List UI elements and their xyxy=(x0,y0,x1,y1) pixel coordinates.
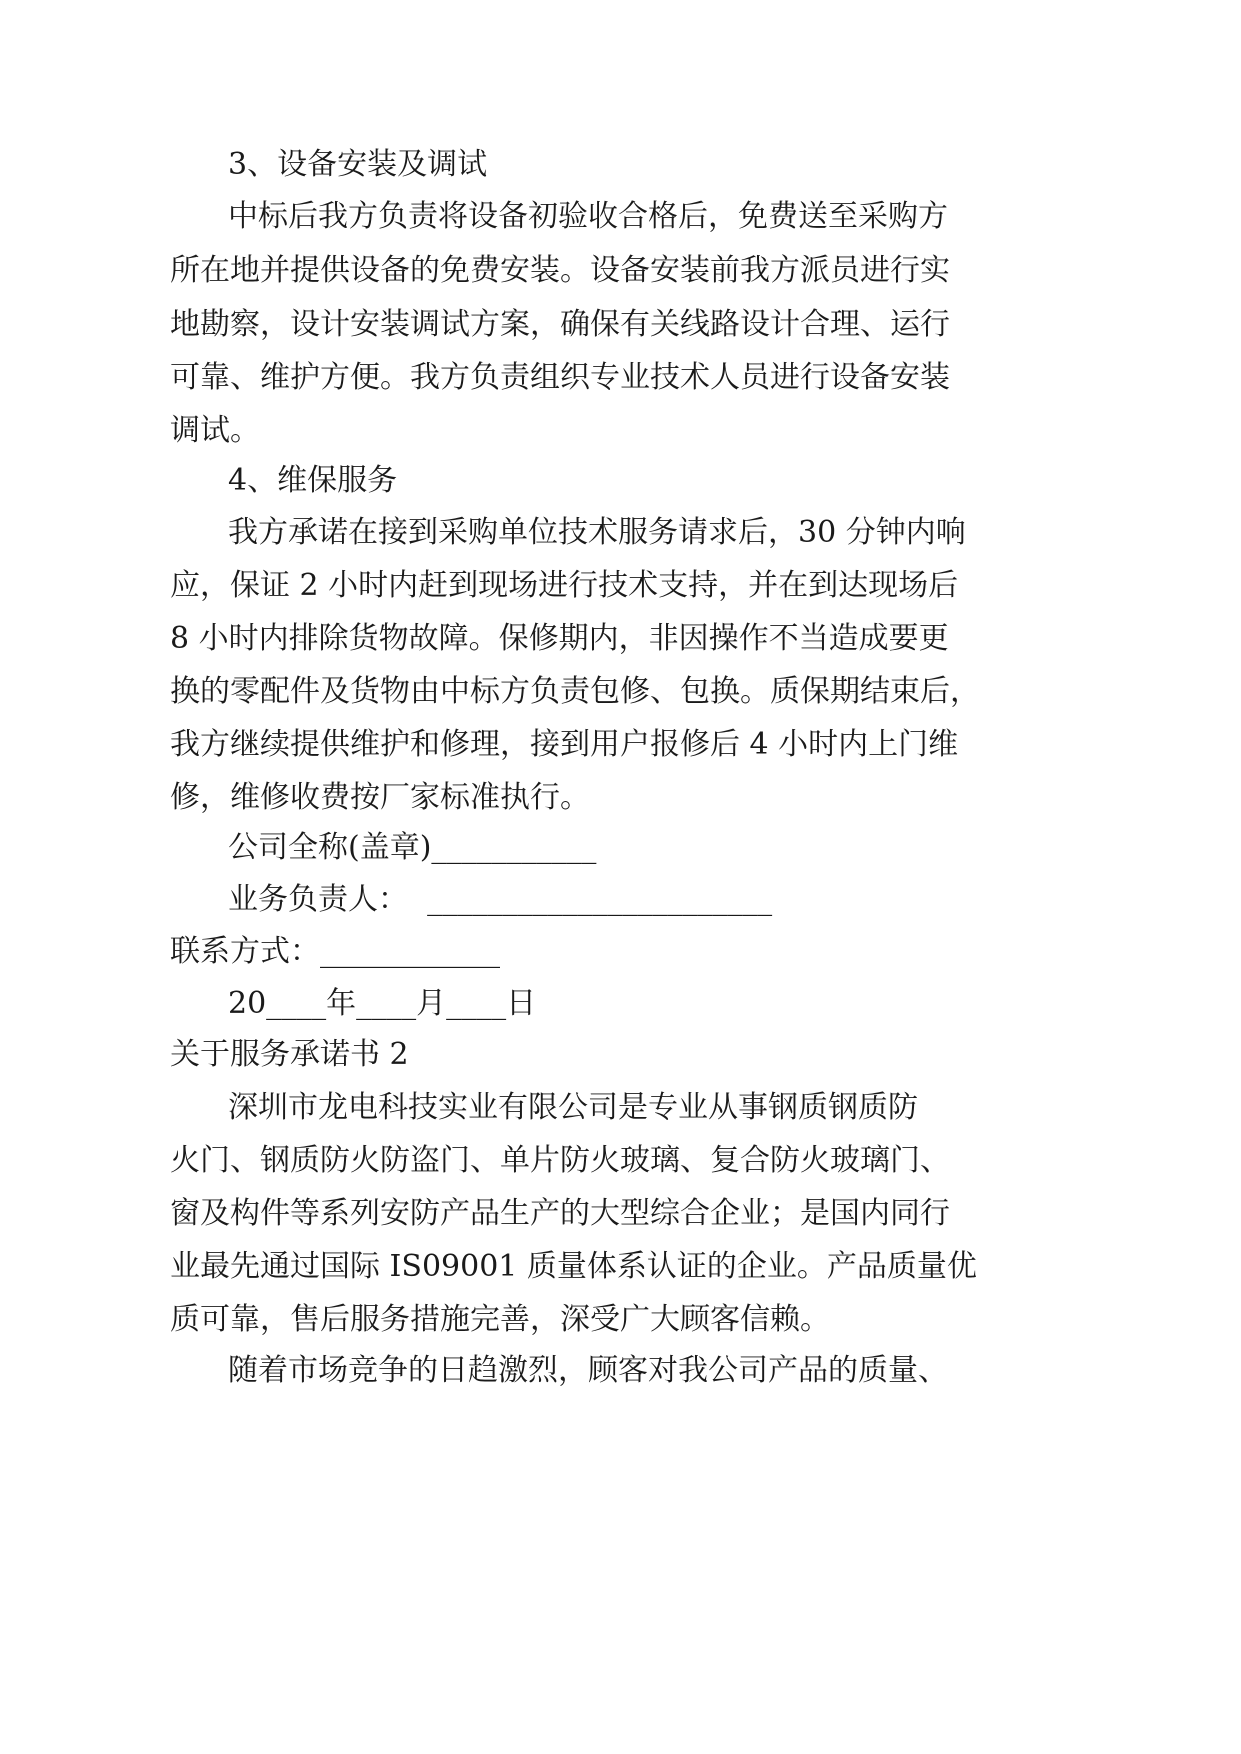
section-3-line-1: 中标后我方负责将设备初验收合格后，免费送至采购方 xyxy=(228,199,948,234)
company-name-field: 公司全称(盖章)___________ xyxy=(228,830,597,865)
document-2-paragraph-1-line-3: 窗及构件等系列安防产品生产的大型综合企业；是国内同行 xyxy=(170,1196,950,1231)
contact-field: 联系方式：____________ xyxy=(170,934,500,969)
document-2-paragraph-1-line-2: 火门、钢质防火防盗门、单片防火玻璃、复合防火玻璃门、 xyxy=(170,1143,950,1178)
section-4-heading: 4、维保服务 xyxy=(228,463,398,498)
section-4-line-3: 8 小时内排除货物故障。保修期内，非因操作不当造成要更 xyxy=(170,621,949,656)
section-4-line-2: 应，保证 2 小时内赶到现场进行技术支持，并在到达现场后 xyxy=(170,568,959,603)
document-2-paragraph-1-line-4: 业最先通过国际 IS09001 质量体系认证的企业。产品质量优 xyxy=(170,1249,977,1284)
document-2-title: 关于服务承诺书 2 xyxy=(170,1037,409,1072)
document-2-paragraph-1-line-5: 质可靠，售后服务措施完善，深受广大顾客信赖。 xyxy=(170,1302,830,1337)
section-3-line-4: 可靠、维护方便。我方负责组织专业技术人员进行设备安装 xyxy=(170,360,950,395)
section-4-line-6: 修，维修收费按厂家标准执行。 xyxy=(170,780,590,815)
section-3-heading: 3、设备安装及调试 xyxy=(228,147,488,182)
section-4-line-4: 换的零配件及货物由中标方负责包修、包换。质保期结束后， xyxy=(170,674,980,709)
section-4-line-5: 我方继续提供维护和修理，接到用户报修后 4 小时内上门维 xyxy=(170,727,959,762)
section-4-line-1: 我方承诺在接到采购单位技术服务请求后，30 分钟内响 xyxy=(228,515,966,550)
document-2-paragraph-1-line-1: 深圳市龙电科技实业有限公司是专业从事钢质钢质防 xyxy=(228,1090,918,1125)
section-3-line-5: 调试。 xyxy=(170,413,260,448)
document-2-paragraph-2-line-1: 随着市场竞争的日趋激烈，顾客对我公司产品的质量、 xyxy=(228,1353,948,1388)
section-3-line-3: 地勘察，设计安装调试方案，确保有关线路设计合理、运行 xyxy=(170,307,950,342)
business-manager-field: 业务负责人： _______________________ xyxy=(228,882,773,917)
date-field: 20____年____月____日 xyxy=(228,986,537,1021)
section-3-line-2: 所在地并提供设备的免费安装。设备安装前我方派员进行实 xyxy=(170,253,950,288)
